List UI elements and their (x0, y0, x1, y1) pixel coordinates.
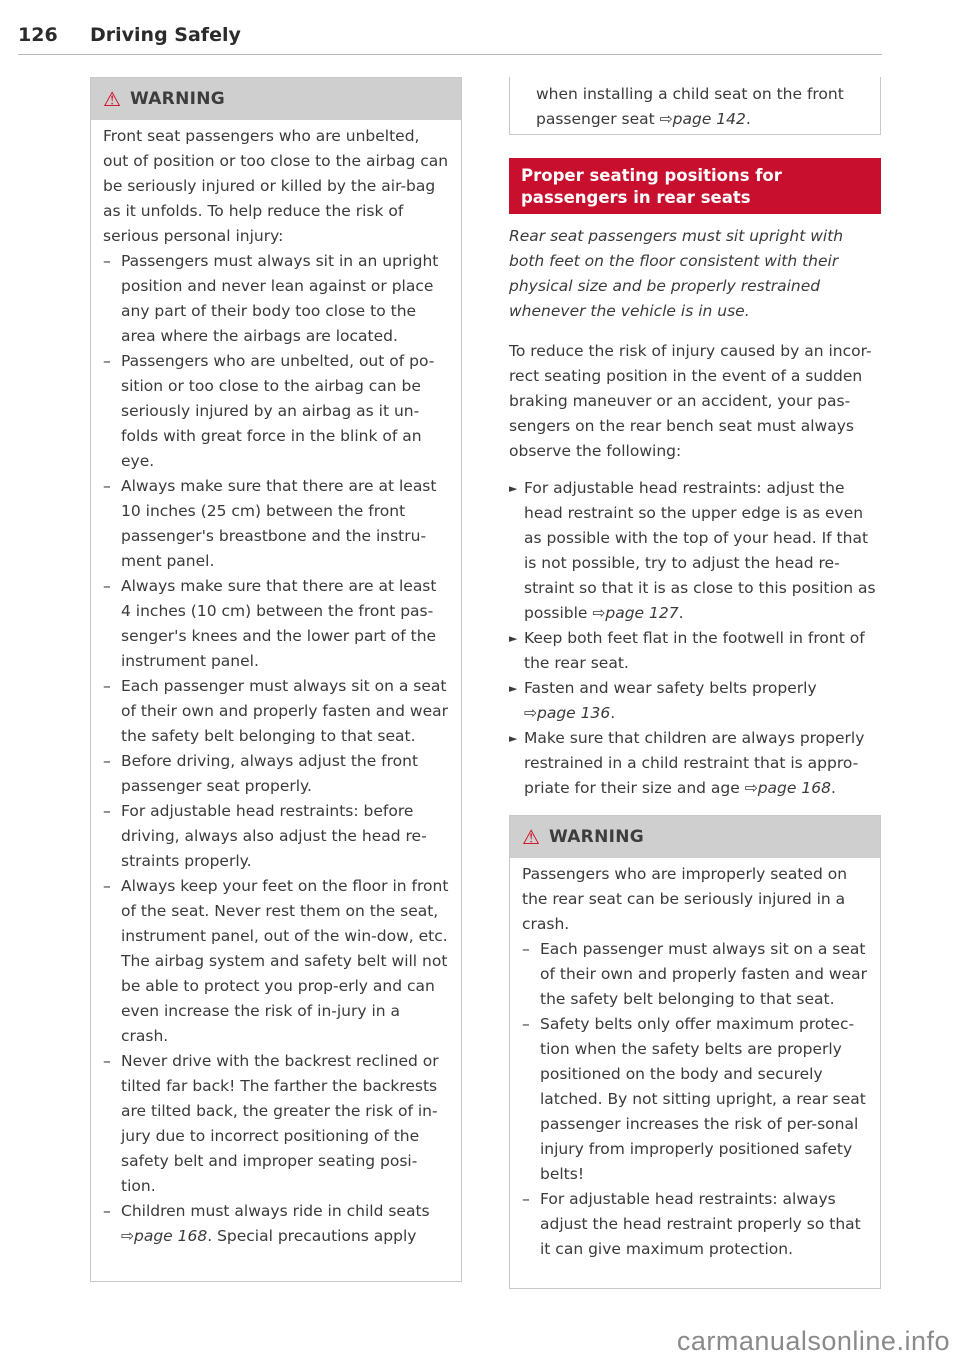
warning-list-item: – Each passenger must always sit on a seat of their own and properly fasten and wear the safety belt belonging to that seat. (103, 677, 448, 745)
site-watermark: carmanualsonline.info (676, 1326, 950, 1356)
warning-intro: Passengers who are improperly seated on the rear seat can be seriously injured in a crash. (522, 865, 848, 933)
instruction-item (509, 726, 881, 801)
page-header (18, 22, 882, 55)
warning-list-item: – Children must always ride in child seats ⇨page 168. Special precautions apply (103, 1202, 430, 1245)
continuation-suffix: . (745, 110, 751, 128)
bullet-arrow-icon: ► (509, 732, 518, 745)
warning-list-item: – Never drive with the backrest reclined or tilted far back! The farther the backrests are tilted back, the greater the risk of in-jury due to incorrect positioning of the safety belt and improper seating posi-tion. (103, 1052, 439, 1195)
instruction-item (509, 476, 881, 626)
warning-item-text: Before driving, always adjust the front passenger seat properly. (121, 752, 419, 795)
warning-list-item: – Always make sure that there are at least 10 inches (25 cm) between the front passenger's breastbone and the instru-ment panel. (103, 477, 437, 570)
warning-item-text: Always make sure that there are at least 10 inches (25 cm) between the front passenger's breastbone and the instru-ment panel. (121, 477, 437, 570)
warning-list-item: – Each passenger must always sit on a seat of their own and properly fasten and wear the safety belt belonging to that seat. (522, 940, 867, 1008)
warning-continuation (509, 77, 881, 135)
warning-list-item: – Before driving, always adjust the front passenger seat properly. (103, 752, 419, 795)
page-reference-link[interactable]: ⇨page 168 (744, 779, 831, 797)
bullet-arrow-icon: ► (509, 482, 518, 495)
warning-triangle-icon: ⚠ (522, 825, 540, 849)
warning-list-item: – Always keep your feet on the floor in front of the seat. Never rest them on the seat, instrument panel, out of the win-dow, etc. The airbag system and safety belt will not be able to protect you prop-erly and can even increase the risk of in-jury in a crash. (103, 877, 449, 1045)
warning-box-rear-seat (509, 815, 881, 1289)
page-number: 126 (18, 24, 58, 46)
warning-item-text: Each passenger must always sit on a seat of their own and properly fasten and wear the safety belt belonging to that seat. (121, 677, 448, 745)
warning-list-item: – Always make sure that there are at least 4 inches (10 cm) between the front pas-senger's knees and the lower part of the instrument panel. (103, 577, 437, 670)
instruction-suffix: . (610, 704, 616, 722)
warning-body (91, 120, 461, 1249)
instruction-suffix: . (830, 779, 836, 797)
section-title: Proper seating positions for passengers in rear seats (509, 158, 881, 214)
instruction-item (509, 676, 881, 726)
instruction-text: Keep both feet flat in the footwell in front of the rear seat. (524, 629, 865, 672)
warning-header (510, 816, 880, 858)
section-body-text: To reduce the risk of injury caused by an incor-rect seating position in the event of a sudden braking maneuver or an accident, your pas-sengers on the rear bench seat must always observe the following: (509, 342, 872, 460)
warning-header (91, 78, 461, 120)
warning-item-text: For adjustable head restraints: before driving, always also adjust the head re-straints properly. (121, 802, 427, 870)
warning-list-item: – For adjustable head restraints: always adjust the head restraint properly so that it can give maximum protection. (522, 1190, 861, 1258)
bullet-arrow-icon: ► (509, 682, 518, 695)
warning-box-front-seat (90, 77, 462, 1282)
instruction-item (509, 626, 881, 676)
warning-item-text: For adjustable head restraints: always adjust the head restraint properly so that it can give maximum protection. (540, 1190, 861, 1258)
warning-list-item: – Safety belts only offer maximum protec-tion when the safety belts are properly positioned on the body and securely latched. By not sitting upright, a rear seat passenger increases the risk of per-sonal injury from improperly positioned safety belts! (522, 1015, 866, 1183)
warning-title: WARNING (129, 89, 226, 109)
instruction-text: Make sure that children are always properly restrained in a child restraint that is appro-priate for their size and age (524, 729, 865, 797)
page-reference-link[interactable]: ⇨page 127 (592, 604, 679, 622)
page-reference-link[interactable]: ⇨page 136 (524, 704, 611, 722)
warning-item-text: Children must always ride in child seats (121, 1202, 430, 1220)
warning-title: WARNING (548, 827, 645, 847)
warning-item-text: Each passenger must always sit on a seat of their own and properly fasten and wear the safety belt belonging to that seat. (540, 940, 867, 1008)
warning-item-text: Always keep your feet on the floor in front of the seat. Never rest them on the seat, instrument panel, out of the win-dow, etc. The airbag system and safety belt will not be able to protect you prop-erly and can even increase the risk of in-jury in a crash. (121, 877, 449, 1045)
warning-list-item: – Passengers must always sit in an upright position and never lean against or place any part of their body too close to the area where the airbags are located. (103, 252, 439, 345)
section-intro-text: Rear seat passengers must sit upright with both feet on the floor consistent with their physical size and be properly restrained whenever the vehicle is in use. (509, 227, 844, 320)
bullet-arrow-icon: ► (509, 632, 518, 645)
continuation-text: when installing a child seat on the front passenger seat (536, 85, 844, 128)
page-reference-link[interactable]: ⇨page 142 (659, 110, 746, 128)
warning-item-text: Always make sure that there are at least 4 inches (10 cm) between the front pas-senger's knees and the lower part of the instrument panel. (121, 577, 437, 670)
warning-item-text: Passengers who are unbelted, out of po-sition or too close to the airbag can be seriously injured by an airbag as it un-folds with great force in the blink of an eye. (121, 352, 435, 470)
warning-item-text: Passengers must always sit in an upright position and never lean against or place any part of their body too close to the area where the airbags are located. (121, 252, 439, 345)
instruction-text: For adjustable head restraints: adjust the head restraint so the upper edge is as even as possible with the top of your head. If that is not possible, try to adjust the head re-straint so that it is as close to this position as possible (524, 479, 876, 622)
instruction-suffix: . (678, 604, 684, 622)
chapter-title: Driving Safely (90, 24, 241, 46)
warning-list-item: – Passengers who are unbelted, out of po-sition or too close to the airbag can be seriously injured by an airbag as it un-folds with great force in the blink of an eye. (103, 352, 435, 470)
section-intro (509, 224, 881, 324)
instruction-list (509, 476, 881, 801)
warning-item-text: Never drive with the backrest reclined or tilted far back! The farther the backrests are tilted back, the greater the risk of in-jury due to incorrect positioning of the safety belt and improper seating posi-tion. (121, 1052, 439, 1195)
page-reference-link[interactable]: ⇨page 168 (121, 1227, 208, 1245)
warning-list-item: – For adjustable head restraints: before driving, always also adjust the head re-straints properly. (103, 802, 427, 870)
section-body (509, 339, 881, 464)
warning-item-text: Safety belts only offer maximum protec-tion when the safety belts are properly positioned on the body and securely latched. By not sitting upright, a rear seat passenger increases the risk of per-sonal injury from improperly positioned safety belts! (540, 1015, 866, 1183)
warning-item-text: . Special precautions apply (207, 1227, 417, 1245)
warning-body (510, 858, 880, 1262)
instruction-text: Fasten and wear safety belts properly (524, 679, 817, 697)
warning-triangle-icon: ⚠ (103, 87, 121, 111)
warning-intro: Front seat passengers who are unbelted, out of position or too close to the airbag can be seriously injured or killed by the air-bag as it unfolds. To help reduce the risk of serious personal injury: (103, 127, 449, 245)
